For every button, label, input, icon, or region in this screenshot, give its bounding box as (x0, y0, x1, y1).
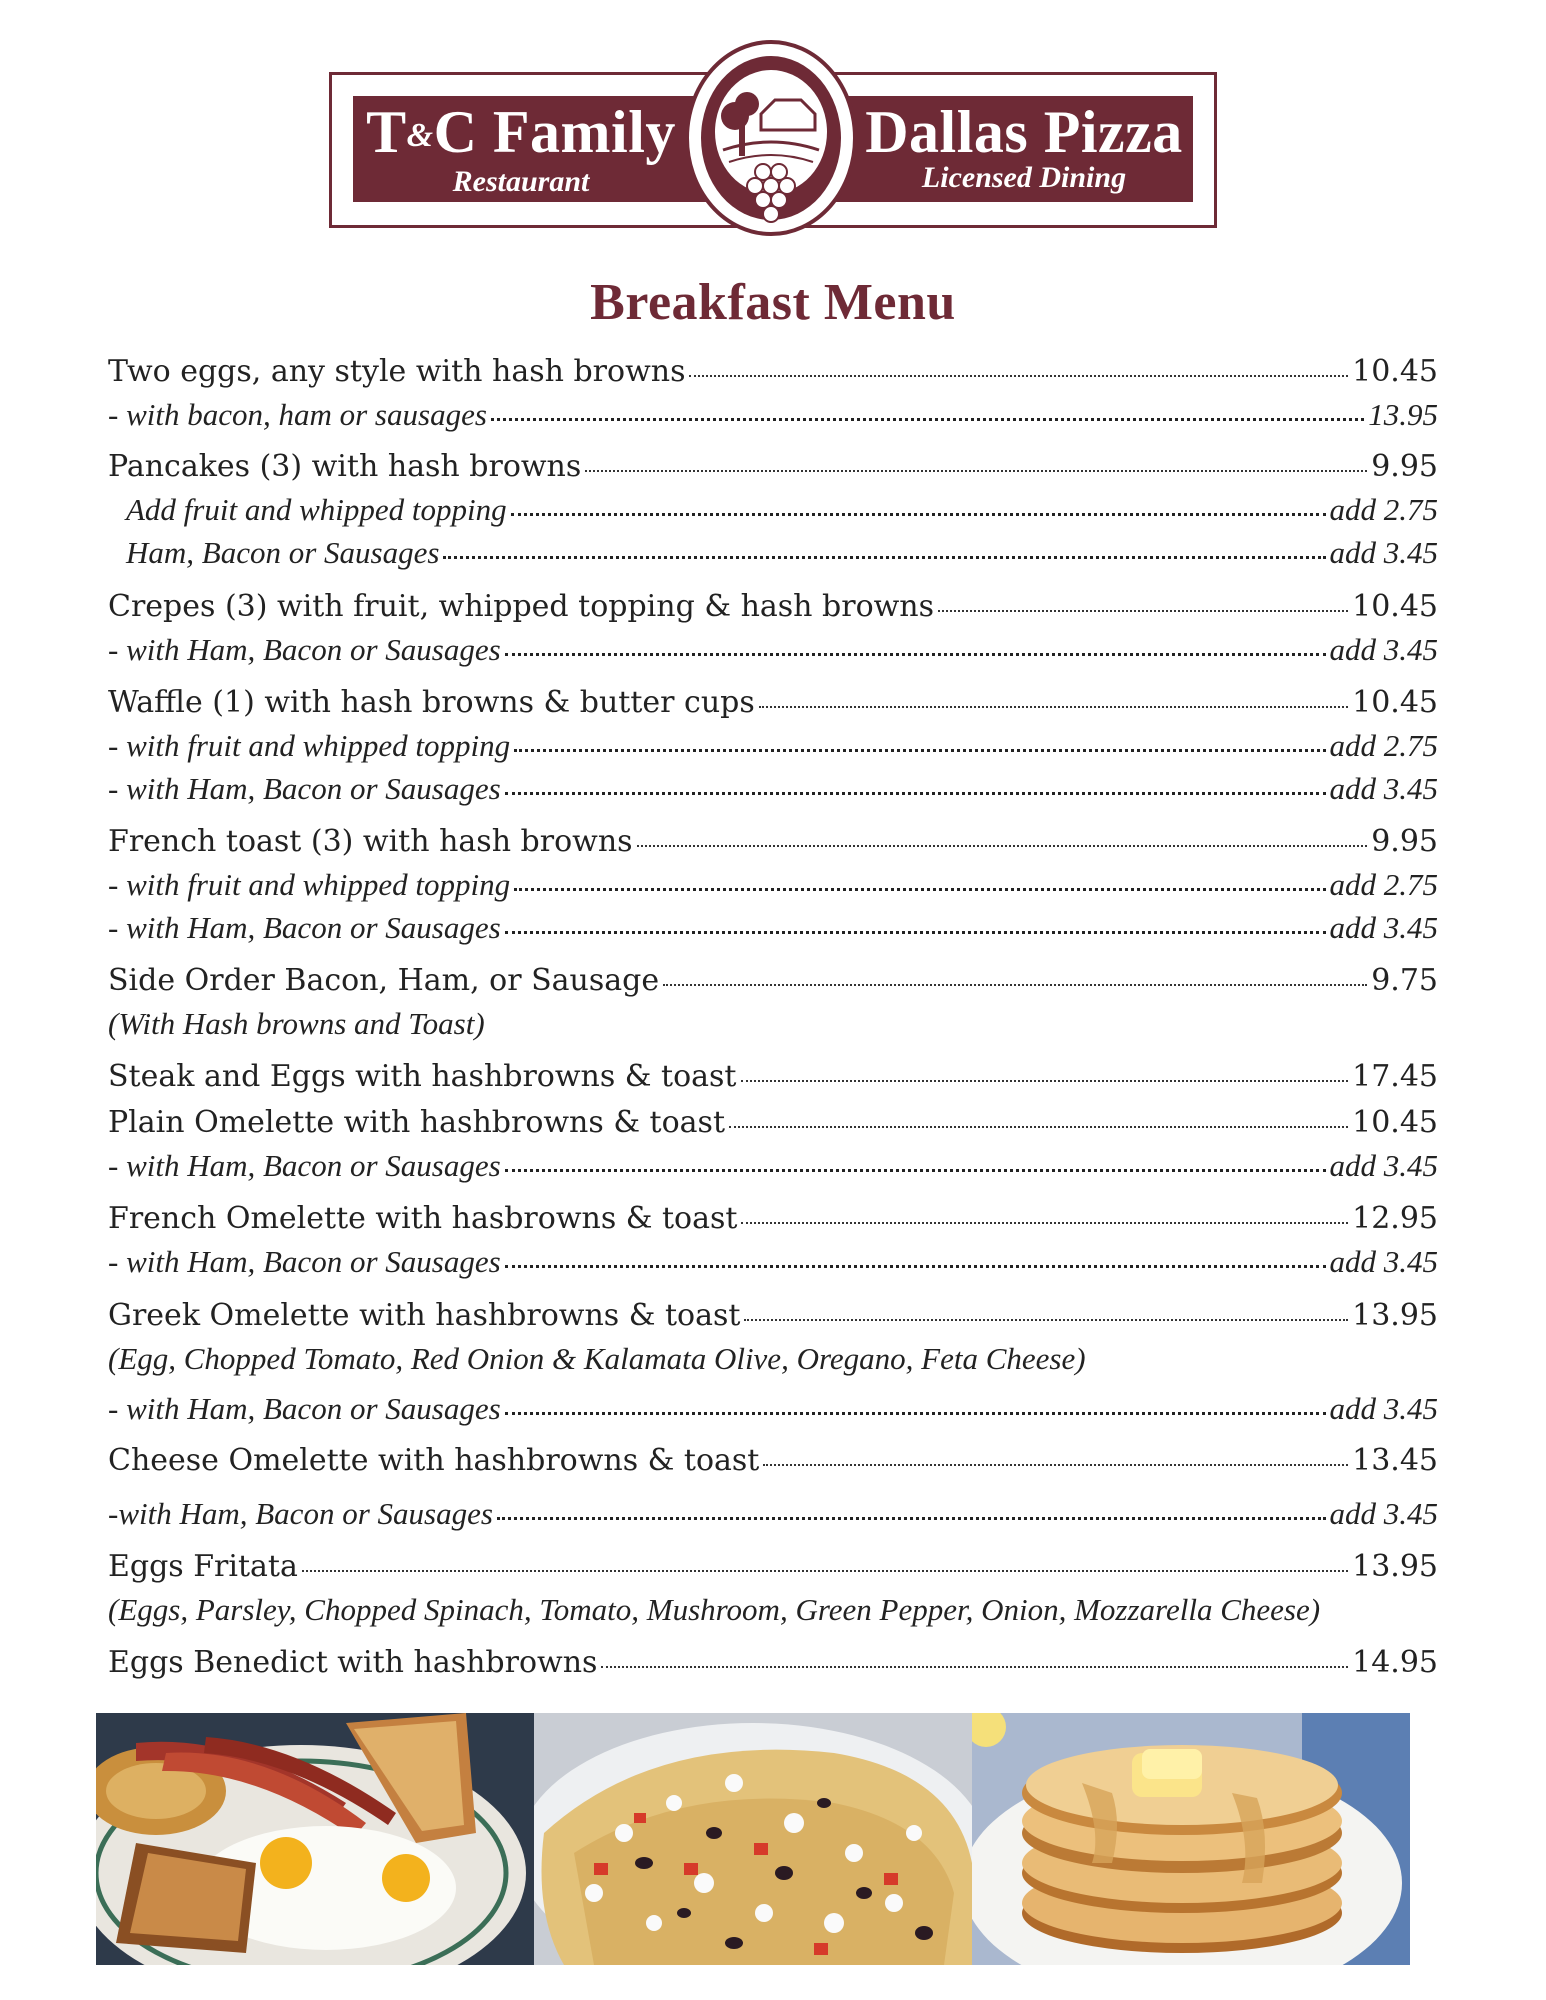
menu-item-price: 14.95 (1352, 1645, 1438, 1680)
menu-option-row (108, 1494, 1438, 1534)
pancake-stack-photo (972, 1713, 1410, 1965)
menu-item-description: (With Hash browns and Toast) (108, 1006, 485, 1041)
dot-leader (514, 884, 1325, 891)
menu-item-price: add 3.45 (1329, 1391, 1438, 1426)
dot-leader (505, 1408, 1326, 1415)
menu-item-price: add 3.45 (1329, 1244, 1438, 1279)
dot-leader (938, 606, 1348, 612)
menu-item-row (108, 1199, 1438, 1239)
menu-item-name: Greek Omelette with hashbrowns & toast (108, 1298, 741, 1333)
menu-item-row (108, 352, 1438, 392)
menu-item-name: - with Ham, Bacon or Sausages (108, 1244, 501, 1279)
menu-item-name: Crepes (3) with fruit, whipped topping & hash browns (108, 589, 935, 624)
dot-leader (505, 1165, 1326, 1172)
menu-item-row (108, 447, 1438, 487)
menu-item-price: add 2.75 (1329, 728, 1438, 763)
menu-option-row (108, 908, 1438, 948)
dot-leader (763, 1460, 1348, 1466)
menu-item-row (108, 587, 1438, 627)
menu-item-name: - with fruit and whipped topping (108, 728, 511, 763)
menu-item-row (108, 1547, 1438, 1587)
menu-item-price: add 3.45 (1329, 1148, 1438, 1183)
menu-item-name: Cheese Omelette with hashbrowns & toast (108, 1443, 760, 1478)
dot-leader (689, 371, 1348, 377)
menu-item-name: Add fruit and whipped topping (126, 492, 507, 527)
menu-item-price: 9.95 (1371, 824, 1438, 859)
menu-item-row (108, 1296, 1438, 1336)
menu-item-name: Two eggs, any style with hash browns (108, 354, 686, 389)
menu-item-name: Plain Omelette with hashbrowns & toast (108, 1105, 726, 1140)
eggs-bacon-toast-photo (96, 1713, 534, 1965)
menu-item-row (108, 1103, 1438, 1143)
menu-item-row (108, 961, 1438, 1001)
menu-item-price: 10.45 (1352, 354, 1438, 389)
dot-leader (505, 1261, 1326, 1268)
menu-item-name: - with fruit and whipped topping (108, 867, 511, 902)
menu-item-name: - with Ham, Bacon or Sausages (108, 910, 501, 945)
menu-item-description: (Egg, Chopped Tomato, Red Onion & Kalamata Olive, Oregano, Feta Cheese) (108, 1341, 1086, 1376)
dot-leader (511, 509, 1326, 516)
menu-item-price: 10.45 (1352, 685, 1438, 720)
dot-leader (759, 702, 1348, 708)
dot-leader (491, 414, 1364, 421)
menu-item-price: 9.75 (1371, 963, 1438, 998)
menu-item-price: 17.45 (1352, 1059, 1438, 1094)
menu-option-row (126, 533, 1438, 573)
menu-option-row (108, 395, 1438, 435)
menu-option-row (108, 630, 1438, 670)
menu-item-name: - with Ham, Bacon or Sausages (108, 771, 501, 806)
menu-item-name: Eggs Benedict with hashbrowns (108, 1645, 598, 1680)
menu-item-price: add 3.45 (1329, 535, 1438, 570)
menu-item-name: French Omelette with hasbrowns & toast (108, 1201, 738, 1236)
menu-item-price: 12.95 (1352, 1201, 1438, 1236)
menu-item-price: add 3.45 (1329, 771, 1438, 806)
menu-item-price: 13.45 (1352, 1443, 1438, 1478)
dot-leader (505, 788, 1326, 795)
dot-leader (505, 927, 1326, 934)
logo-left-subtitle: Restaurant (452, 165, 590, 198)
menu-item-name: Ham, Bacon or Sausages (126, 535, 440, 570)
menu-item-row (108, 683, 1438, 723)
menu-item-price: add 2.75 (1329, 867, 1438, 902)
menu-item-name: - with Ham, Bacon or Sausages (108, 632, 501, 667)
menu-item-price: add 3.45 (1329, 1496, 1438, 1531)
menu-item-name: - with Ham, Bacon or Sausages (108, 1391, 501, 1426)
menu-item-price: 13.95 (1352, 1549, 1438, 1584)
menu-item-price: add 3.45 (1329, 910, 1438, 945)
dot-leader (497, 1513, 1326, 1520)
menu-option-row (108, 769, 1438, 809)
menu-item-name: Waffle (1) with hash browns & butter cups (108, 685, 755, 720)
menu-option-row (108, 1146, 1438, 1186)
dot-leader (663, 980, 1367, 986)
menu-item-price: 13.95 (1368, 397, 1438, 432)
menu-item-name: Side Order Bacon, Ham, or Sausage (108, 963, 660, 998)
menu-option-row (108, 726, 1438, 766)
logo-right-subtitle: Licensed Dining (921, 161, 1127, 194)
dot-leader (637, 841, 1368, 847)
dot-leader (585, 466, 1367, 472)
menu-item-row (108, 1643, 1438, 1683)
menu-item-name: Eggs Fritata (108, 1549, 298, 1584)
dot-leader (514, 745, 1325, 752)
menu-option-row (108, 865, 1438, 905)
page-title: Breakfast Menu (590, 274, 956, 331)
dot-leader (505, 649, 1326, 656)
menu-item-name: - with Ham, Bacon or Sausages (108, 1148, 501, 1183)
menu-item-name: - with bacon, ham or sausages (108, 397, 487, 432)
menu-item-name: Pancakes (3) with hash browns (108, 449, 582, 484)
menu-option-row (108, 1389, 1438, 1429)
menu-item-name: French toast (3) with hash browns (108, 824, 633, 859)
menu-item-price: 13.95 (1352, 1298, 1438, 1333)
logo-left-name: T&C Family (366, 99, 676, 165)
greek-omelette-photo (534, 1713, 972, 1965)
menu-item-name: Steak and Eggs with hashbrowns & toast (108, 1059, 737, 1094)
logo-ampersand: & (406, 117, 434, 154)
dot-leader (302, 1566, 1348, 1572)
menu-option-row (108, 1242, 1438, 1282)
dot-leader (744, 1315, 1348, 1321)
logo-right-name: Dallas Pizza (865, 99, 1183, 165)
menu-item-price: 9.95 (1371, 449, 1438, 484)
menu-item-price: 10.45 (1352, 1105, 1438, 1140)
dot-leader (443, 552, 1325, 559)
dot-leader (741, 1218, 1348, 1224)
food-photos (96, 1713, 1410, 1965)
menu-item-row (108, 822, 1438, 862)
menu-item-price: add 2.75 (1329, 492, 1438, 527)
dot-leader (601, 1662, 1348, 1668)
menu-item-price: 10.45 (1352, 589, 1438, 624)
menu-item-price: add 3.45 (1329, 632, 1438, 667)
menu-option-row (126, 490, 1438, 530)
dot-leader (741, 1076, 1349, 1082)
menu-item-description: (Eggs, Parsley, Chopped Spinach, Tomato, Mushroom, Green Pepper, Onion, Mozzarella Cheese) (108, 1592, 1321, 1627)
dot-leader (729, 1122, 1348, 1128)
menu-item-name: -with Ham, Bacon or Sausages (108, 1496, 493, 1531)
menu-item-row (108, 1441, 1438, 1481)
menu-item-row (108, 1057, 1438, 1097)
